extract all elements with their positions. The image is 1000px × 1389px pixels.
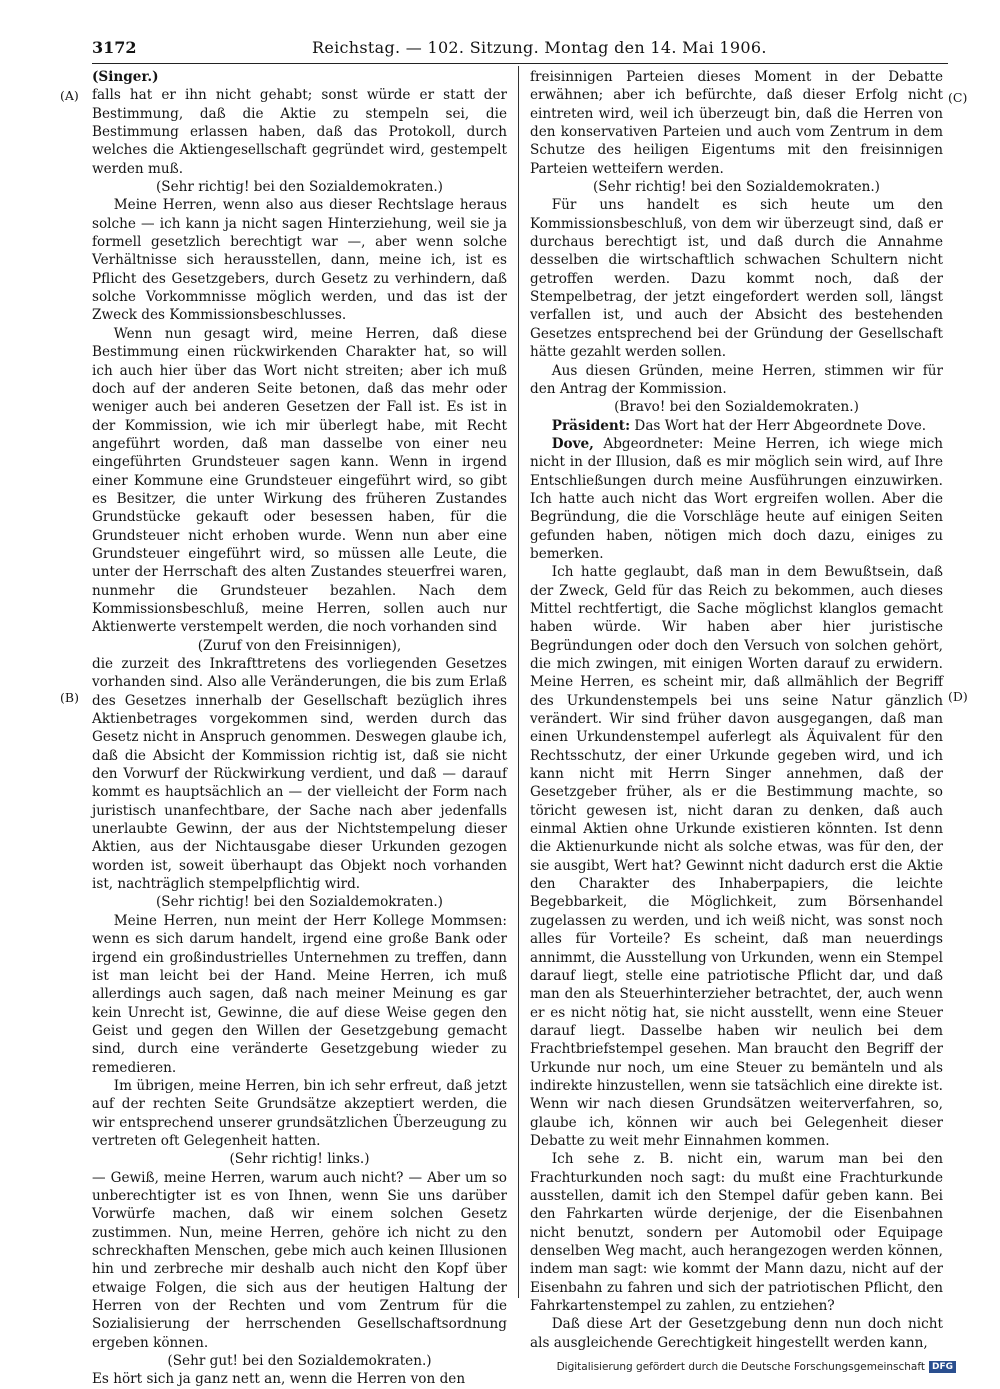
paragraph: Meine Herren, wenn also aus dieser Rechtslage heraus solche — ich kann ja nicht sagen Hinterziehung, weil sie ja formell gesetzlich berechtigt war —, aber wenn solche Verhältnisse sich herausstellen, dann, meine ich, ist es Pflicht des Gesetzgebers, durch Gesetz zu verhindern, daß solche Vorkommnisse möglich werden, und das ist der Zweck des Kommissionsbeschlusses. (92, 197, 507, 324)
paragraph: Im übrigen, meine Herren, bin ich sehr erfreut, daß jetzt auf der rechten Seite Grundsätze akzeptiert werden, die wir entsprechend unserer grundsätzlichen Überzeugung zu vertreten oft Gelegenheit hatten. (92, 1077, 507, 1149)
paragraph: Ich sehe z. B. nicht ein, warum man bei den Frachturkunden noch sagt: du mußt eine Frachturkunde ausstellen, damit ich den Stempel dafür geben kann. Bei den Fahrkarten würde derjenige, der die Eisenbahnen nicht benutzt, sondern per Automobil oder Equipage denselben Weg macht, auch herangezogen werden können, indem man sagt: wie kommt der Mann dazu, nicht auf der Eisenbahn zu fahren und sich der patriotischen Pflicht, den Fahrkartenstempel zu zahlen, zu entziehen? (530, 1151, 943, 1315)
paragraph: Es hört sich ja ganz nett an, wenn die Herren von den (92, 1371, 466, 1388)
right-column (530, 68, 943, 1352)
left-column (92, 68, 507, 1389)
paragraph: Wenn nun gesagt wird, meine Herren, daß diese Bestimmung einen rückwirkenden Charakter hat, so will ich auch hier über das Wort nicht streiten; aber ich muß doch auf der anderen Seite betonen, daß das mehr oder weniger auch bei anderen Gesetzen der Fall ist. Es ist in der Kommission, wie ich mir überlegt habe, mit Recht angeführt worden, daß man dasselbe von einer neu eingeführten Grundsteuer sagen kann. Wenn in irgend einer Kommune eine Grundsteuer eingeführt wird, so gibt es Besitzer, die unter Wirkung des früheren Zustandes Grundstücke gekauft oder besessen haben, für die Grundsteuer nicht erhoben wurde. Wenn nun aber eine Grundsteuer eingeführt wird, so müssen alle Leute, die unter der Herrschaft des alten Zustandes steuerfrei waren, nunmehr die Grundsteuer bezahlen. Nach dem Kommissionsbeschluß, meine Herren, sollen auch nur Aktienwerte verstempelt werden, die noch vorhanden sind (92, 325, 507, 636)
president-statement (530, 417, 943, 435)
paragraph: falls hat er ihn nicht gehabt; sonst würde er statt der Bestimmung, daß die Aktie zu stempeln sei, die Bestimmung erlassen haben, daß das Protokoll, durch welches die Aktiengesellschaft gegründet wird, gestempelt werden muß. (92, 87, 507, 177)
reaction: (Sehr richtig! bei den Sozialdemokraten.) (593, 179, 880, 196)
president-label: Präsident: (551, 417, 631, 434)
paragraph: Daß diese Art der Gesetzgebung denn nun doch nicht als ausgleichende Gerechtigkeit hingestellt werden kann, (530, 1316, 943, 1351)
reaction: (Bravo! bei den Sozialdemokraten.) (614, 399, 859, 416)
paragraph: — Gewiß, meine Herren, warum auch nicht? — Aber um so unberechtigter ist es von Ihnen, wenn Sie uns darüber Vorwürfe machen, daß wir einem solchen Gesetz zustimmen. Nun, meine Herren, gehöre ich nicht zu den schreckhaften Menschen, gebe mich auch keinen Illusionen hin und zerbreche mir deshalb auch nicht den Kopf über etwaige Folgen, die sich aus der heutigen Haltung der Herren von der Rechten und vom Zentrum für die Sozialisierung der herrschenden Gesellschaftsordnung ergeben können. (92, 1169, 507, 1351)
column-divider (518, 66, 519, 1298)
margin-marker-b: (B) (60, 690, 79, 705)
dfg-logo: DFG (929, 1361, 956, 1373)
page-header (92, 38, 948, 60)
reaction: (Sehr richtig! bei den Sozialdemokraten.) (156, 179, 443, 196)
paragraph: Aus diesen Gründen, meine Herren, stimmen wir für den Antrag der Kommission. (530, 362, 943, 397)
running-title: Reichstag. — 102. Sitzung. Montag den 14. Mai 1906. (312, 38, 767, 57)
dove-statement (530, 435, 943, 563)
footer (557, 1361, 956, 1373)
margin-marker-c: (C) (948, 90, 968, 105)
margin-marker-a: (A) (60, 88, 79, 103)
dove-label: Dove, (551, 435, 594, 452)
paragraph: Ich hatte geglaubt, daß man in dem Bewußtsein, daß der Zweck, Geld für das Reich zu bekommen, auch dieses Mittel rechtfertigt, die Sache möglichst klanglos gemacht haben würde. Wir haben aber hier juristische Begründungen oder doch den Versuch von solchen gehört, die mich zwingen, mit einigen Worten darauf zu erwidern. Meine Herren, es scheint mir, daß allmählich der Begriff des Urkundenstempels bei uns seine Natur gänzlich verändert. Wir sind früher davon ausgegangen, daß man einen Urkundenstempel auferlegt als Äquivalent für den Rechtsschutz, der einer Urkunde gegeben wird, und ich kann nicht mit Herrn Singer annehmen, daß der Gesetzgeber früher, als er die Bestimmung machte, so töricht gewesen ist, nicht daran zu denken, daß auch einmal Aktien ohne Urkunde existieren könnten. Ist denn die Aktienurkunde nicht als solche etwas, was für den, der sie ausgibt, Wert hat? Gewinnt nicht dadurch erst die Aktie den Charakter des Inhaberpapiers, die leichte Begebbarkeit, die Möglichkeit, zum Börsenhandel zugelassen zu werden, und ich weiß nicht, was sonst noch alles für Vorteile? Es scheint, daß man neuerdings annimmt, die Ausstellung von Urkunden, wenn ein Stempel darauf liegt, stelle eine patriotische Pflicht dar, und daß man den als Steuerhinterzieher betrachtet, der, auch wenn er es nicht nötig hat, sie nicht ausstellt, wenn eine Steuer darauf liegt. Dasselbe haben wir neulich bei dem Frachtbriefstempel gesehen. Man braucht den Begriff der Urkunde nur noch, um eine Steuer zu bemänteln und als indirekte hinzustellen, wenn sie tatsächlich eine direkte ist. Wenn wir nach diesen Grundsätzen weiterverfahren, so, glaube ich, können wir auch bei Gelegenheit dieser Debatte zu weit mehr Einnahmen kommen. (530, 564, 943, 1149)
page-number: 3172 (92, 38, 137, 57)
footer-text: Digitalisierung gefördert durch die Deutsche Forschungsgemeinschaft (556, 1361, 925, 1373)
reaction: (Sehr richtig! links.) (229, 1151, 370, 1168)
paragraph: freisinnigen Parteien dieses Moment in der Debatte erwähnen; aber ich befürchte, daß dieser Erfolg nicht eintreten wird, weil ich überzeugt bin, daß die Herren von den konservativen Parteien und auch vom Zentrum in dem Schutze des heiligen Eigentums mit den freisinnigen Parteien wetteifern werden. (530, 69, 943, 177)
header-rule (92, 63, 948, 64)
speaker-label: (Singer.) (92, 69, 159, 85)
paragraph: Meine Herren, nun meint der Herr Kollege Mommsen: wenn es sich darum handelt, irgend eine große Bank oder irgend ein großindustrielles Unternehmen zu treffen, dann ist man leicht bei der Hand. Meine Herren, ich muß allerdings auch sagen, daß nach meiner Meinung es gar kein Unrecht ist, Gewinne, die auf diese Weise gegen den Geist und gegen den Willen der Gesetzgebung gemacht sind, durch eine veränderte Gesetzgebung wieder zu remedieren. (92, 912, 507, 1076)
reaction: (Sehr gut! bei den Sozialdemokraten.) (167, 1353, 432, 1370)
president-text: Das Wort hat der Herr Abgeordnete Dove. (634, 417, 927, 434)
paragraph: Für uns handelt es sich heute um den Kommissionsbeschluß, von dem wir überzeugt sind, daß er durchaus berechtigt ist, und daß durch die Annahme desselben die wirtschaftlich schwachen Schultern nicht getroffen werden. Dazu kommt noch, daß der Stempelbetrag, der jetzt eingefordert werden soll, längst verfallen ist, und auch der Absicht des bestehenden Gesetzes entsprechend bei der Gründung der Gesellschaft hätte gezahlt werden sollen. (530, 197, 943, 361)
paragraph: die zurzeit des Inkrafttretens des vorliegenden Gesetzes vorhanden sind. Also alle Veränderungen, die bis zum Erlaß des Gesetzes innerhalb der Gesellschaft bezüglich ihres Aktienbetrages vorgekommen sind, werden durch das Gesetz nicht in Anspruch genommen. Deswegen glaube ich, daß die Absicht der Kommission richtig ist, daß sie nicht den Vorwurf der Rückwirkung verdient, und daß — darauf kommt es hauptsächlich an — der vielleicht der Form nach juristisch unanfechtbare, der Sache nach aber jedenfalls unerlaubte Gewinn, der aus der Nichtstempelung dieser Aktien, aus der Nichtausgabe dieser Urkunden gezogen worden ist, soweit überhaupt das Objekt noch vorhanden ist, nachträglich stempelpflichtig wird. (92, 656, 507, 893)
reaction: (Zuruf von den Freisinnigen), (197, 637, 402, 654)
dove-text: Abgeordneter: Meine Herren, ich wiege mich nicht in der Illusion, daß es mir möglich sein wird, auf Ihre Entschließungen durch meine Ausführungen einzuwirken. Ich hatte auch nicht das Wort ergreifen wollen. Aber die Begründung, die die Vorschläge heute auf einigen Seiten gefunden haben, nötigen mich doch dazu, einiges zu bemerken. (530, 435, 943, 562)
margin-marker-d: (D) (948, 689, 968, 704)
reaction: (Sehr richtig! bei den Sozialdemokraten.) (156, 894, 443, 911)
